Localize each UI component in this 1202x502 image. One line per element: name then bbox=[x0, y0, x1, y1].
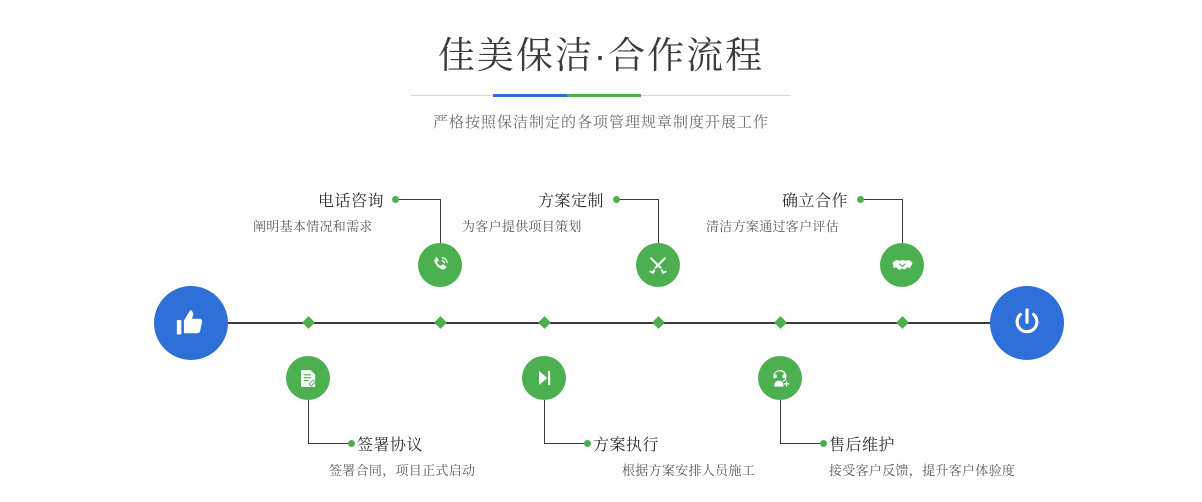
step-6-icon-bubble bbox=[758, 356, 802, 400]
page-subtitle: 严格按照保洁制定的各项管理规章制度开展工作 bbox=[432, 114, 769, 131]
step-5-icon-bubble bbox=[880, 243, 924, 287]
step-2-icon-bubble bbox=[286, 356, 330, 400]
step-2-connector-tip bbox=[348, 440, 355, 447]
step-3-icon-bubble bbox=[636, 243, 680, 287]
play-forward-icon bbox=[533, 367, 555, 389]
node-dot-step-1 bbox=[434, 316, 447, 329]
step-6-title: 售后维护 bbox=[829, 437, 896, 454]
step-3-desc: 为客户提供项目策划 bbox=[462, 219, 582, 234]
header bbox=[0, 32, 1202, 132]
page-title: 佳美保洁·合作流程 bbox=[437, 35, 765, 76]
step-1-desc: 阐明基本情况和需求 bbox=[253, 219, 373, 234]
power-icon bbox=[1009, 305, 1045, 341]
tools-icon bbox=[646, 253, 670, 277]
step-5-desc: 清洁方案通过客户评估 bbox=[706, 219, 840, 234]
step-6-connector-vertical bbox=[780, 400, 781, 444]
step-5-connector-tip bbox=[857, 196, 864, 203]
step-3-connector-tip bbox=[613, 196, 620, 203]
handshake-icon bbox=[890, 253, 915, 278]
divider-accent-green bbox=[567, 94, 641, 97]
node-dot-step-4 bbox=[538, 316, 551, 329]
step-2-title: 签署协议 bbox=[357, 437, 424, 454]
step-4-desc: 根据方案安排人员施工 bbox=[622, 463, 756, 478]
node-dot-step-3 bbox=[652, 316, 665, 329]
step-5-connector-vertical bbox=[902, 199, 903, 243]
step-2-connector-horizontal bbox=[308, 443, 350, 444]
node-dot-step-2 bbox=[302, 316, 315, 329]
step-1-connector-vertical bbox=[440, 199, 441, 243]
step-4-title: 方案执行 bbox=[593, 437, 660, 454]
title-divider bbox=[411, 94, 791, 97]
step-4-connector-vertical bbox=[544, 400, 545, 444]
step-5-connector-horizontal bbox=[860, 199, 902, 200]
step-1-icon-bubble bbox=[418, 243, 462, 287]
node-dot-step-6 bbox=[774, 316, 787, 329]
thumbs-up-icon bbox=[174, 306, 208, 340]
step-6-desc: 接受客户反馈，提升客户体验度 bbox=[829, 463, 1016, 478]
signed-document-icon bbox=[297, 367, 320, 390]
divider-accent-blue bbox=[493, 94, 567, 97]
timeline-start bbox=[154, 286, 228, 360]
customer-support-icon bbox=[769, 367, 792, 390]
step-3-connector-vertical bbox=[658, 199, 659, 243]
step-6-connector-horizontal bbox=[780, 443, 822, 444]
step-3-title: 方案定制 bbox=[538, 193, 605, 210]
node-dot-step-5 bbox=[896, 316, 909, 329]
step-1-connector-tip bbox=[392, 196, 399, 203]
step-4-icon-bubble bbox=[522, 356, 566, 400]
step-1-title: 电话咨询 bbox=[318, 193, 385, 210]
step-4-connector-tip bbox=[584, 440, 591, 447]
step-2-connector-vertical bbox=[308, 400, 309, 444]
step-6-connector-tip bbox=[820, 440, 827, 447]
step-1-connector-horizontal bbox=[395, 199, 440, 200]
step-5-title: 确立合作 bbox=[782, 193, 849, 210]
step-2-desc: 签署合同，项目正式启动 bbox=[329, 463, 476, 478]
timeline-end bbox=[990, 286, 1064, 360]
step-4-connector-horizontal bbox=[544, 443, 586, 444]
step-3-connector-horizontal bbox=[616, 199, 658, 200]
phone-call-icon bbox=[428, 253, 452, 277]
